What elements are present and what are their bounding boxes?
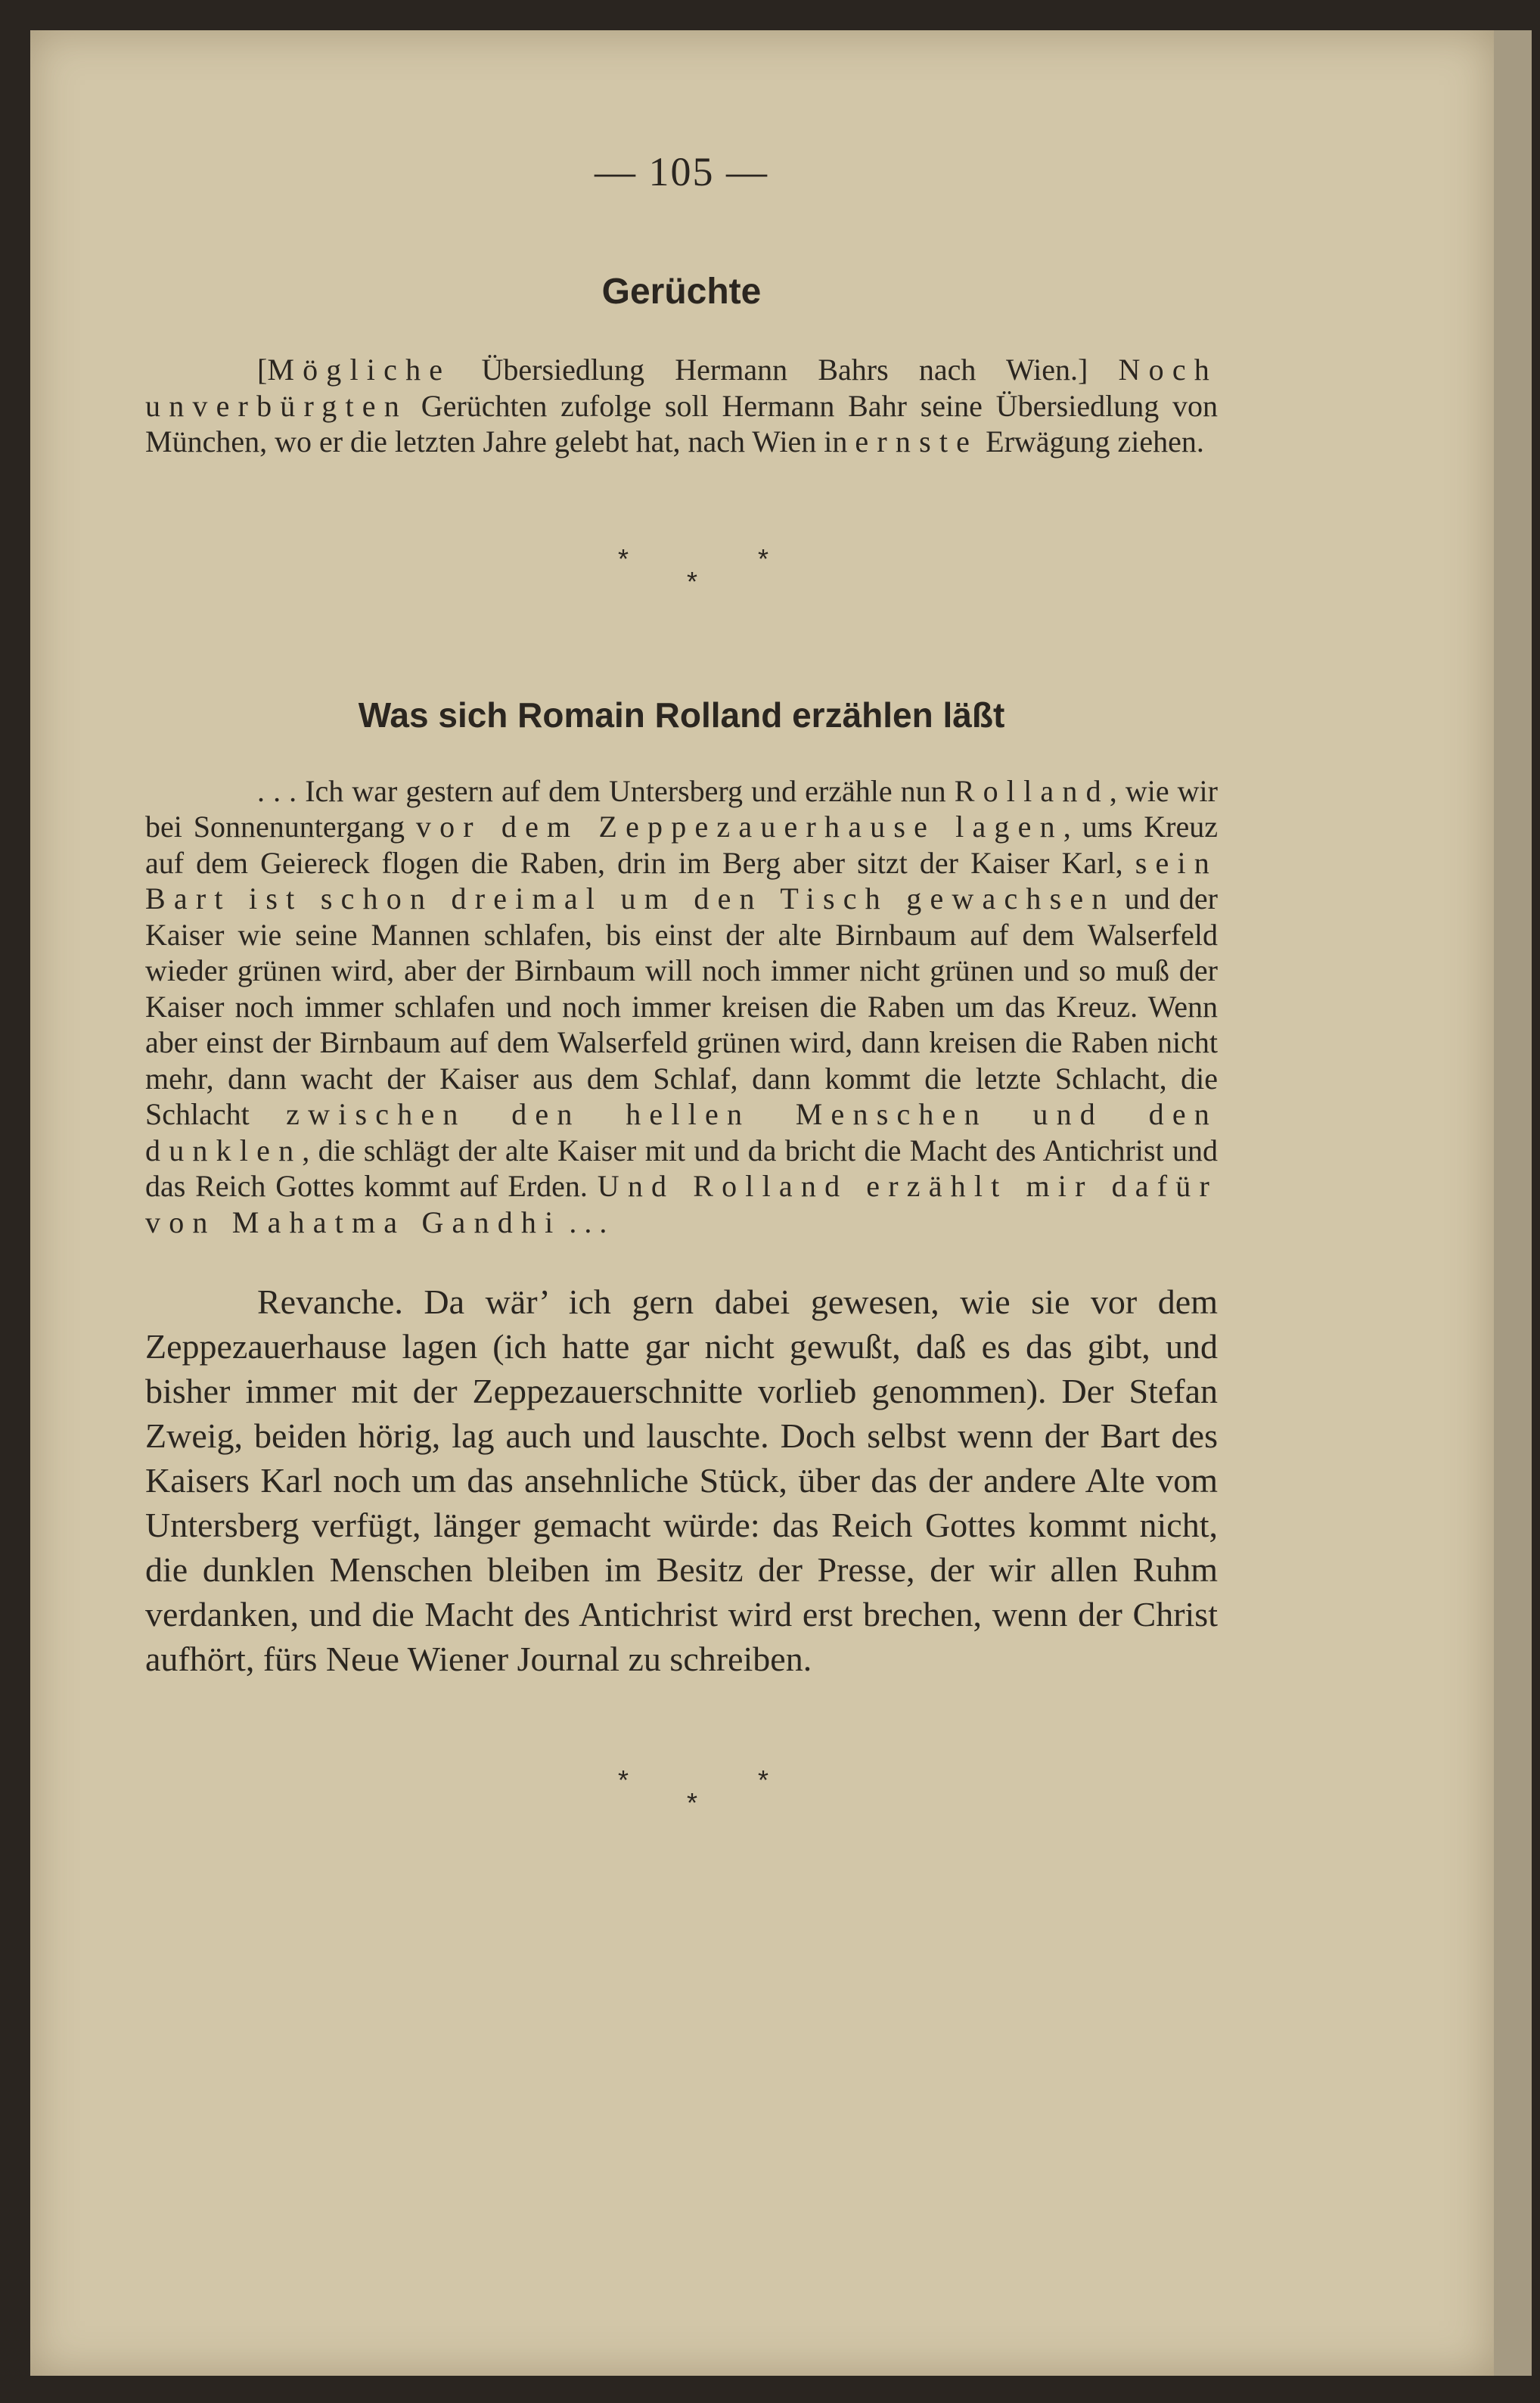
text-run: Übersiedlung Hermann Bahrs nach Wien.] — [451, 353, 1119, 387]
page-content — [145, 121, 1218, 1825]
text-run: Erwägung ziehen. — [978, 424, 1204, 459]
section-title-rolland: Was sich Romain Rolland erzählen läßt — [358, 695, 1005, 735]
section-rolland-quote — [145, 773, 1218, 1241]
section-rolland-commentary: Revanche. Da wär’ ich gern dabei gewesen, wie sie vor dem Zeppezauerhause lagen (ich hatte gar nicht gewußt, daß es das gibt, und bisher immer mit der Zeppezauerschnitte vorlieb genommen). Der Stefan Zweig, beiden hörig, lag auch und lauschte. Doch selbst wenn der Bart des Kaisers Karl noch um das ansehnliche Stück, über das der andere Alte vom Untersberg verfügt, länger gemacht würde: das Reich Gottes kommt nicht, die dunklen Menschen bleiben im Besitz der Presse, der wir allen Ruhm verdanken, und die Macht des Antichrist wird erst brechen, wenn der Christ aufhört, fürs Neue Wiener Journal zu schreiben. — [145, 1282, 1218, 1678]
text-run: [ — [257, 353, 268, 387]
separator-star: * — [618, 542, 629, 574]
spaced-emphasis: sein Bart ist schon dreimal um den Tisch gewachsen — [145, 845, 1218, 916]
separator-star: * — [687, 1787, 698, 1818]
text-run: . . . Ich war gestern auf dem Untersberg und erzähle nun — [257, 773, 955, 808]
separator-asterisks — [145, 543, 1218, 604]
spaced-emphasis: Mögliche — [267, 353, 452, 387]
page-number: — 105 — — [595, 149, 768, 194]
section-title-geruechte: Gerüchte — [601, 272, 762, 312]
separator-star: * — [687, 565, 698, 597]
spaced-emphasis: zwischen den hellen Menschen und den dunklen — [145, 1097, 1218, 1167]
separator-star: * — [618, 1764, 629, 1795]
separator-star: * — [758, 542, 769, 574]
spaced-emphasis: vor dem Zeppezauerhause lagen — [415, 810, 1063, 844]
spaced-emphasis: Noch unverbürgten — [145, 353, 1218, 423]
facing-page-edge — [1494, 30, 1532, 2376]
separator-star: * — [758, 1764, 769, 1795]
text-run: , die schlägt der alte Kaiser mit und da bricht die Macht des Antichrist und das Reich Gottes kommt auf Erden. — [145, 1133, 1218, 1203]
text-run: Gerüchten zufolge soll Hermann Bahr seine Übersiedlung von München, wo er die letzten Jahre gelebt hat, nach Wien in — [145, 388, 1218, 459]
section-geruechte-text — [145, 352, 1218, 460]
text-run: . . . — [561, 1205, 607, 1239]
text-run: , ums Kreuz auf dem Geiereck flogen die Raben, drin im Berg aber sitzt der Kaiser Karl, — [145, 810, 1218, 880]
spaced-emphasis: Rolland — [954, 773, 1110, 808]
separator-asterisks-end — [145, 1764, 1218, 1825]
text-run: , wie wir bei Sonnenuntergang — [145, 773, 1218, 844]
spaced-emphasis: ernste — [855, 424, 979, 459]
spaced-emphasis: Und Rolland erzählt mir dafür von Mahatma Gandhi — [145, 1169, 1218, 1239]
text-run: und der Kaiser wie seine Mannen schlafen, bis einst der alte Birnbaum auf dem Walserfeld wieder grünen wird, aber der Birnbaum will noch immer nicht grünen und so muß der Kaiser noch immer schlafen und noch immer kreisen die Raben um das Kreuz. Wenn aber einst der Birnbaum auf dem Walserfeld grünen wird, dann kreisen die Raben nicht mehr, dann wacht der Kaiser aus dem Schlaf, dann kommt die letzte Schlacht, die Schlacht — [145, 881, 1218, 1131]
